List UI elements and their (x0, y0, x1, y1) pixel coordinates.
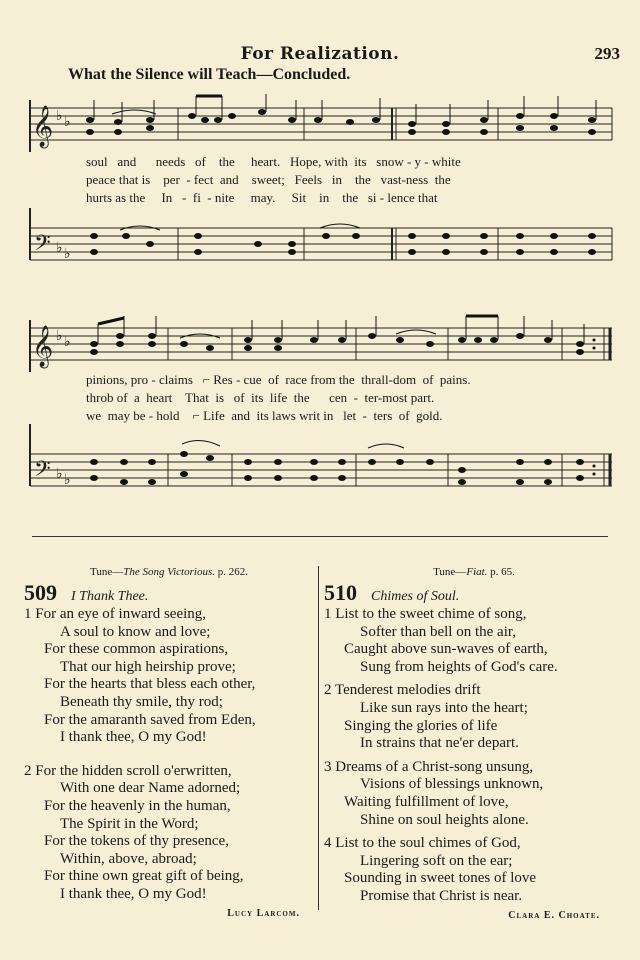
svg-text:♭: ♭ (64, 247, 71, 262)
verse-line: Promise that Christ is near. (360, 887, 523, 904)
music-staff-bass-1 (0, 208, 640, 278)
tune-reference (24, 566, 314, 578)
verse-line: Caught above sun-waves of earth, (344, 641, 548, 658)
svg-text:♭: ♭ (56, 241, 63, 256)
verse-line: Sung from heights of God's care. (360, 658, 558, 675)
lyric-line: throb of a heart That is of its life the cen - ter-most part. (86, 390, 435, 405)
verse-line: Beneath thy smile, thy rod; (60, 693, 223, 710)
tune-page: p. 65. (490, 566, 515, 578)
lyric-line: peace that is per - fect and sweet; Feels in the vast-ness the (86, 172, 451, 187)
verse-line: I thank thee, O my God! (60, 729, 207, 746)
lyric-line: we may be - hold ⌐ Life and its laws writ in let - ters of gold. (86, 408, 443, 423)
verse-line: For the heavenly in the human, (44, 797, 231, 814)
tune-name: Fiat. (466, 566, 488, 578)
stanza-1 (24, 606, 314, 747)
hymn-509 (24, 566, 314, 919)
music-staff-treble-1 (0, 92, 640, 152)
tune-prefix: Tune— (90, 566, 124, 578)
verse-line: Singing the glories of life (344, 717, 498, 734)
stanza-3 (324, 759, 624, 829)
lyric-line: hurts as the In - fi - nite may. Sit in the si - lence that (86, 190, 438, 205)
column-divider (318, 566, 319, 910)
tune-page: p. 262. (217, 566, 248, 578)
verse-line: For thine own great gift of being, (44, 868, 244, 885)
verse-line: The Spirit in the Word; (60, 815, 199, 832)
tune-reference (324, 566, 624, 578)
verse-line: 2 For the hidden scroll o'erwritten, (24, 762, 232, 779)
svg-text:𝄞: 𝄞 (32, 326, 54, 366)
verse-line: Softer than bell on the air, (360, 623, 517, 640)
svg-text:𝄢: 𝄢 (34, 457, 51, 486)
section-title: For Realization. (240, 44, 400, 64)
hymn-number: 510 (324, 580, 357, 605)
verse-line: Like sun rays into the heart; (360, 699, 528, 716)
verse-line: That our high heirship prove; (60, 658, 236, 675)
svg-text:♭: ♭ (56, 109, 63, 124)
verse-line: For the amaranth saved from Eden, (44, 711, 256, 728)
verse-line: Within, above, abroad; (60, 850, 197, 867)
verse-line: 3 Dreams of a Christ-song unsung, (324, 758, 534, 775)
verse-line: A soul to know and love; (60, 623, 211, 640)
author-credit: Lucy Larcom. (227, 907, 300, 919)
verse-line: For the tokens of thy presence, (44, 833, 229, 850)
verse-line: Lingering soft on the ear; (360, 852, 513, 869)
lyric-line: soul and needs of the heart. Hope, with its snow - y - white (86, 154, 461, 169)
hymn-title: I Thank Thee. (71, 589, 149, 604)
verse-line: 1 For an eye of inward seeing, (24, 606, 207, 622)
tune-name: The Song Victorious. (123, 566, 215, 578)
lyric-line: pinions, pro - claims ⌐ Res - cue of race from the thrall-dom of pains. (86, 372, 471, 387)
verse-line: 2 Tenderest melodies drift (324, 682, 481, 699)
author-credit: Clara E. Choate. (508, 909, 600, 921)
verse-line: 1 List to the sweet chime of song, (324, 606, 527, 622)
stanza-2 (324, 682, 624, 752)
verse-line: Waiting fulfillment of love, (344, 793, 509, 810)
song-title-main: What the Silence will Teach (68, 66, 257, 83)
music-staff-bass-2 (0, 424, 640, 504)
verse-line: In strains that ne'er depart. (360, 735, 519, 752)
stanza-2 (24, 763, 314, 904)
hymn-510 (324, 566, 624, 921)
stanza-4 (324, 835, 624, 905)
svg-text:♭: ♭ (64, 473, 71, 488)
stanza-1 (324, 606, 624, 676)
section-divider (32, 536, 608, 537)
svg-text:𝄢: 𝄢 (34, 231, 51, 260)
verse-line: Visions of blessings unknown, (360, 776, 544, 793)
verse-line: 4 List to the soul chimes of God, (324, 835, 521, 852)
song-title (68, 66, 350, 84)
verse-line: For the hearts that bless each other, (44, 676, 256, 693)
verse-line: Shine on soul heights alone. (360, 811, 529, 828)
hymn-title: Chimes of Soul. (371, 589, 460, 604)
tune-prefix: Tune— (433, 566, 467, 578)
page-number: 293 (594, 44, 620, 63)
svg-text:♭: ♭ (64, 115, 71, 130)
svg-text:♭: ♭ (56, 467, 63, 482)
hymn-number: 509 (24, 580, 57, 605)
verse-line: I thank thee, O my God! (60, 885, 207, 902)
verse-line: With one dear Name adorned; (60, 780, 241, 797)
svg-text:♭: ♭ (64, 335, 71, 350)
music-staff-treble-2 (0, 312, 640, 372)
song-title-suffix: —Concluded. (256, 66, 351, 83)
svg-text:♭: ♭ (56, 329, 63, 344)
svg-text:𝄞: 𝄞 (32, 106, 54, 146)
verse-line: Sounding in sweet tones of love (344, 870, 537, 887)
verse-line: For these common aspirations, (44, 641, 229, 658)
